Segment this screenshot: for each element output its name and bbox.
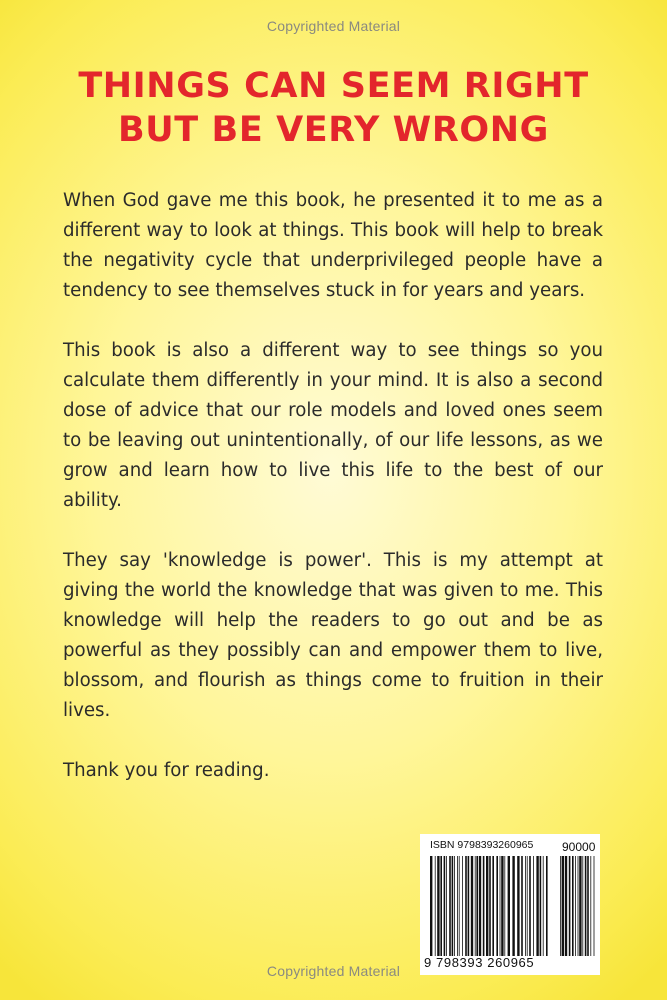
title-line-2: BUT BE VERY WRONG <box>117 110 550 150</box>
paragraph-1: When God gave me this book, he presented it to me as a different way to look at things. This book will help to break the negativity cycle that underprivileged people have a tendency to see themselves stuck in for years and years. <box>63 190 603 301</box>
paragraph-4: Thank you for reading. <box>63 760 270 781</box>
barcode-bars-main <box>430 856 548 956</box>
copyright-watermark-top: Copyrighted Material <box>266 18 401 34</box>
isbn-label: ISBN 9798393260965 <box>430 839 534 851</box>
isbn-barcode <box>420 834 600 975</box>
cover-title <box>0 64 667 152</box>
paragraph-3: They say 'knowledge is power'. This is my attempt at giving the world the knowledge that was given to me. This knowledge will help the readers to go out and be as powerful as they possibly can and empower them to live, blossom, and flourish as things come to fruition in their lives. <box>63 550 603 721</box>
blurb-text <box>63 186 603 816</box>
barcode-bars-addon <box>560 856 595 956</box>
addon-price-code: 90000 <box>562 840 596 854</box>
copyright-watermark-bottom: Copyrighted Material <box>266 963 401 979</box>
barcode-digits: 9 798393 260965 <box>424 955 535 970</box>
title-line-1: THINGS CAN SEEM RIGHT <box>78 66 589 106</box>
paragraph-2: This book is also a different way to see things so you calculate them differently in your mind. It is also a second dose of advice that our role models and loved ones seem to be leaving out unintentionally, of our life lessons, as we grow and learn how to live this life to the best of our ability. <box>63 340 603 511</box>
